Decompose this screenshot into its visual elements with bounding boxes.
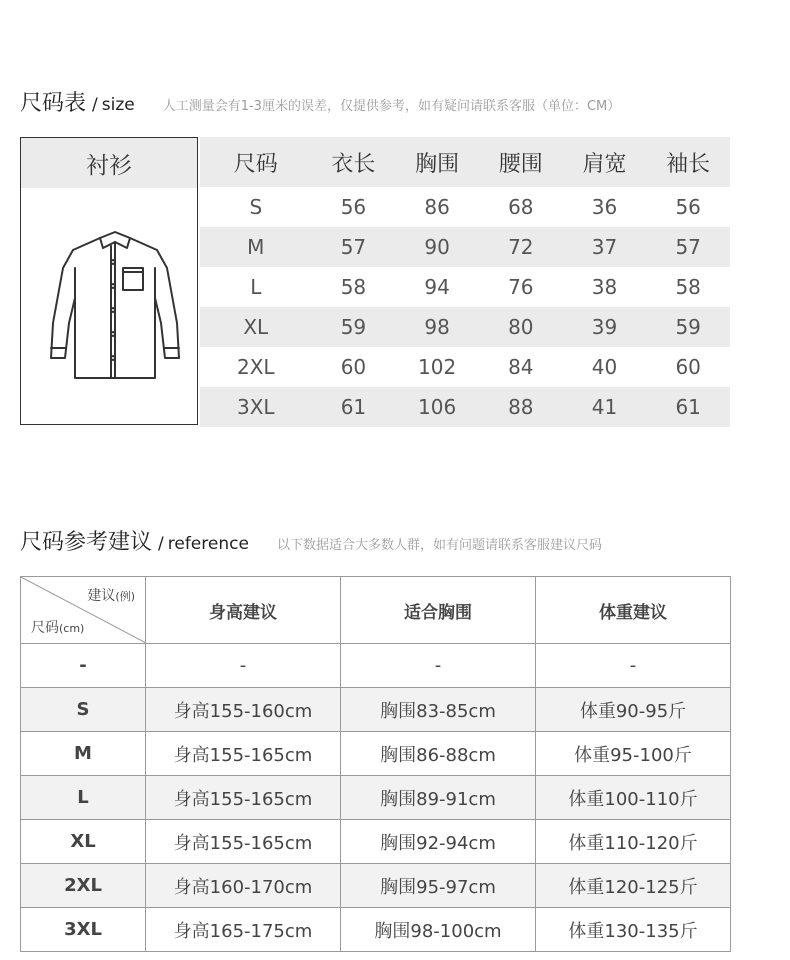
table-cell: 60 — [675, 355, 701, 379]
table-cell: 72 — [508, 235, 534, 259]
table-cell: 98 — [424, 315, 450, 339]
table-cell: 37 — [591, 235, 618, 259]
size-title-separator: / — [92, 95, 98, 115]
corner-cell — [21, 577, 146, 644]
table-cell: S — [21, 688, 146, 732]
table-cell: 36 — [591, 195, 618, 219]
reference-section-heading — [20, 525, 602, 556]
table-cell: - — [536, 644, 731, 688]
table-cell: 体重130-135斤 — [536, 908, 731, 952]
size-note: 人工测量会有1-3厘米的误差，仅提供参考，如有疑问请联系客服（单位：CM） — [162, 99, 621, 114]
table-cell: 3XL — [237, 395, 275, 419]
table-cell: 体重120-125斤 — [536, 864, 731, 908]
table-cell: L — [21, 776, 146, 820]
table-row — [200, 227, 730, 267]
header-waist: 腰围 — [498, 151, 543, 177]
table-cell: 58 — [340, 275, 367, 299]
header-size: 尺码 — [233, 151, 278, 177]
table-row — [21, 644, 731, 688]
size-table-header — [200, 137, 730, 187]
corner-bottom-label: 尺码(cm) — [31, 620, 85, 636]
table-cell: 90 — [424, 235, 450, 259]
table-cell: 胸围92-94cm — [341, 820, 536, 864]
table-cell: 体重110-120斤 — [536, 820, 731, 864]
table-row — [200, 347, 730, 387]
table-cell: 身高160-170cm — [146, 864, 341, 908]
corner-top-label: 建议(例) — [87, 588, 135, 604]
table-cell: 39 — [591, 315, 618, 339]
table-cell: 80 — [508, 315, 534, 339]
table-cell: 60 — [340, 355, 367, 379]
reference-table — [20, 576, 731, 952]
table-cell: 76 — [508, 275, 534, 299]
header-weight: 体重建议 — [536, 577, 731, 644]
table-cell: M — [247, 235, 265, 259]
reference-table-header — [21, 577, 731, 644]
garment-box — [20, 137, 198, 425]
reference-title: 尺码参考建议 — [20, 530, 153, 555]
table-cell: 体重95-100斤 — [536, 732, 731, 776]
table-cell: - — [21, 644, 146, 688]
garment-label: 衬衫 — [21, 138, 197, 188]
table-row — [21, 908, 731, 952]
table-cell: 体重100-110斤 — [536, 776, 731, 820]
table-cell: - — [146, 644, 341, 688]
table-row — [200, 267, 730, 307]
table-cell: 86 — [424, 195, 450, 219]
table-cell: XL — [21, 820, 146, 864]
table-cell: 68 — [508, 195, 534, 219]
table-cell: 94 — [424, 275, 450, 299]
table-cell: M — [21, 732, 146, 776]
table-cell: 59 — [675, 315, 701, 339]
table-cell: L — [250, 275, 262, 299]
table-cell: 胸围83-85cm — [341, 688, 536, 732]
table-cell: 57 — [675, 235, 701, 259]
table-row — [200, 307, 730, 347]
table-cell: 57 — [340, 235, 367, 259]
table-cell: 身高155-165cm — [146, 820, 341, 864]
table-cell: 2XL — [237, 355, 275, 379]
table-cell: 体重90-95斤 — [536, 688, 731, 732]
table-cell: 胸围86-88cm — [341, 732, 536, 776]
table-cell: 61 — [340, 395, 367, 419]
table-cell: 40 — [591, 355, 618, 379]
size-section-heading — [20, 86, 620, 117]
table-cell: 84 — [508, 355, 534, 379]
table-row — [21, 864, 731, 908]
table-cell: 59 — [340, 315, 367, 339]
header-chest-fit: 适合胸围 — [341, 577, 536, 644]
table-cell: S — [249, 195, 263, 219]
size-title: 尺码表 — [20, 91, 87, 116]
table-row — [200, 387, 730, 427]
header-chest: 胸围 — [415, 151, 460, 177]
table-cell: 身高165-175cm — [146, 908, 341, 952]
header-sleeve: 袖长 — [666, 151, 711, 177]
table-row — [21, 820, 731, 864]
table-cell: - — [341, 644, 536, 688]
table-row — [200, 187, 730, 227]
reference-note: 以下数据适合大多数人群，如有问题请联系客服建议尺码 — [276, 538, 602, 553]
table-cell: 身高155-165cm — [146, 732, 341, 776]
header-length: 衣长 — [331, 151, 376, 177]
table-cell: 58 — [675, 275, 701, 299]
table-cell: 胸围95-97cm — [341, 864, 536, 908]
table-row — [21, 732, 731, 776]
table-cell: 61 — [675, 395, 701, 419]
table-cell: 3XL — [21, 908, 146, 952]
table-cell: 38 — [591, 275, 618, 299]
table-cell: 身高155-160cm — [146, 688, 341, 732]
table-cell: 身高155-165cm — [146, 776, 341, 820]
header-height: 身高建议 — [146, 577, 341, 644]
table-cell: 胸围89-91cm — [341, 776, 536, 820]
reference-title-separator: / — [158, 534, 164, 554]
table-row — [21, 776, 731, 820]
table-cell: 106 — [418, 395, 457, 419]
table-cell: 41 — [591, 395, 618, 419]
table-cell: 102 — [418, 355, 457, 379]
table-cell: 胸围98-100cm — [341, 908, 536, 952]
header-shoulder: 肩宽 — [582, 151, 627, 177]
table-cell: 56 — [340, 195, 367, 219]
table-cell: 88 — [508, 395, 534, 419]
table-row — [21, 688, 731, 732]
shirt-icon — [45, 228, 185, 388]
table-cell: 2XL — [21, 864, 146, 908]
size-subtitle: size — [101, 95, 135, 115]
reference-subtitle: reference — [167, 534, 249, 554]
table-cell: 56 — [675, 195, 701, 219]
size-table — [200, 137, 730, 427]
table-cell: XL — [243, 315, 269, 339]
